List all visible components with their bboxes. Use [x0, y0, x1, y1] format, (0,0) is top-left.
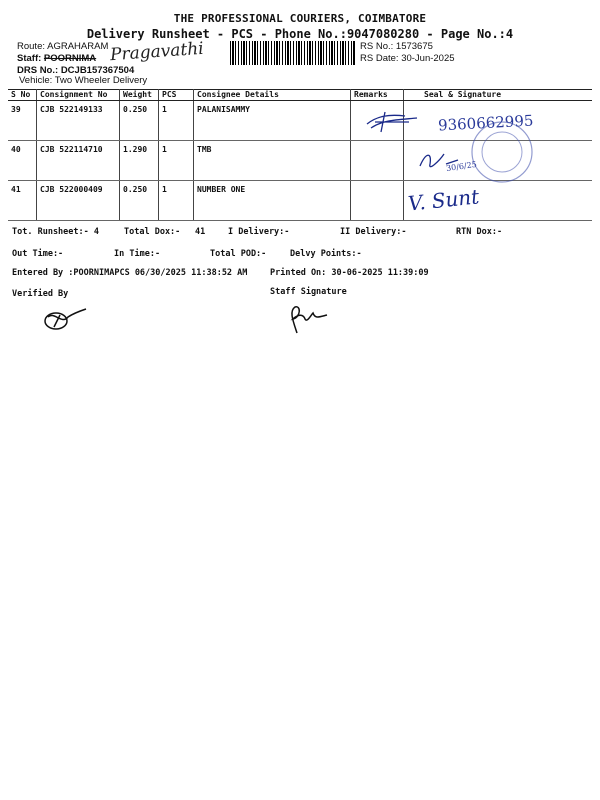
total-dox-value: 41 — [195, 227, 206, 237]
entered-by: Entered By :POORNIMAPCS 06/30/2025 11:38:52 AM — [12, 268, 248, 278]
col-consignee: Consignee Details — [194, 90, 351, 101]
barcode — [230, 41, 356, 65]
handwritten-phone: 9360662995 — [437, 111, 534, 135]
route-value: AGRAHARAM — [47, 41, 109, 52]
delvy-points: Delvy Points:- — [290, 249, 362, 259]
col-sno: S No — [8, 90, 37, 101]
i-delivery: I Delivery:- — [228, 227, 290, 237]
rs-date-line — [360, 53, 455, 64]
out-time: Out Time:- — [12, 249, 64, 259]
runsheet-subtitle: Delivery Runsheet - PCS - Phone No.:9047080280 - Page No.:4 — [86, 27, 514, 41]
rs-date-value: 30-Jun-2025 — [401, 53, 455, 64]
staff-signature — [283, 303, 333, 337]
cell-remarks — [351, 181, 404, 221]
vehicle-value: Two Wheeler Delivery — [54, 75, 148, 86]
cell-pcs: 1 — [159, 181, 194, 221]
total-dox-label: Total Dox:- — [124, 227, 181, 237]
col-seal: Seal & Signature — [404, 90, 593, 101]
cell-consignment: CJB 522114710 — [37, 141, 120, 181]
vehicle-label: Vehicle: — [19, 75, 53, 86]
cell-weight: 0.250 — [120, 101, 159, 141]
handwritten-staff-note: Pragavathi — [109, 38, 205, 66]
cell-consignee: NUMBER ONE — [194, 181, 351, 221]
staff-line — [17, 53, 96, 64]
col-weight: Weight — [120, 90, 159, 101]
company-title: THE PROFESSIONAL COURIERS, COIMBATORE — [173, 12, 427, 25]
verified-by-label: Verified By — [12, 289, 69, 299]
table-row — [8, 181, 592, 221]
cell-sno: 39 — [8, 101, 37, 141]
handwritten-date: 30/6/25 — [445, 159, 478, 174]
cell-consignee: PALANISAMMY — [194, 101, 351, 141]
signature-row-41: V. Sunt — [406, 184, 481, 216]
rs-no-label: RS No.: — [360, 41, 394, 52]
cell-pcs: 1 — [159, 101, 194, 141]
cell-weight: 0.250 — [120, 181, 159, 221]
vehicle-line — [19, 75, 147, 86]
in-time: In Time:- — [114, 249, 161, 259]
verifier-signature — [40, 307, 90, 333]
cell-consignment: CJB 522000409 — [37, 181, 120, 221]
cell-weight: 1.290 — [120, 141, 159, 181]
staff-value: POORNIMA — [43, 53, 97, 64]
staff-label: Staff: — [17, 53, 42, 64]
total-pod: Total POD:- — [210, 249, 267, 259]
tot-runsheet: Tot. Runsheet:- 4 — [12, 227, 99, 237]
drs-label: DRS No.: — [17, 65, 59, 76]
col-remarks: Remarks — [351, 90, 404, 101]
signature-row-39 — [365, 110, 425, 134]
cell-pcs: 1 — [159, 141, 194, 181]
col-pcs: PCS — [159, 90, 194, 101]
cell-sno: 40 — [8, 141, 37, 181]
rs-no-value: 1573675 — [395, 41, 433, 52]
cell-consignee: TMB — [194, 141, 351, 181]
route-line — [17, 41, 108, 52]
route-label: Route: — [17, 41, 45, 52]
col-consignment: Consignment No — [37, 90, 120, 101]
table-header-row — [8, 90, 592, 101]
cell-consignment: CJB 522149133 — [37, 101, 120, 141]
drs-value: DCJB157367504 — [60, 65, 135, 76]
staff-signature-label: Staff Signature — [270, 287, 347, 297]
cell-remarks — [351, 141, 404, 181]
printed-on: Printed On: 30-06-2025 11:39:09 — [270, 268, 429, 278]
ii-delivery: II Delivery:- — [340, 227, 407, 237]
office-seal-stamp — [468, 118, 536, 186]
cell-sno: 41 — [8, 181, 37, 221]
rtn-dox: RTN Dox:- — [456, 227, 503, 237]
rs-date-label: RS Date: — [360, 53, 399, 64]
rs-no-line — [360, 41, 433, 52]
